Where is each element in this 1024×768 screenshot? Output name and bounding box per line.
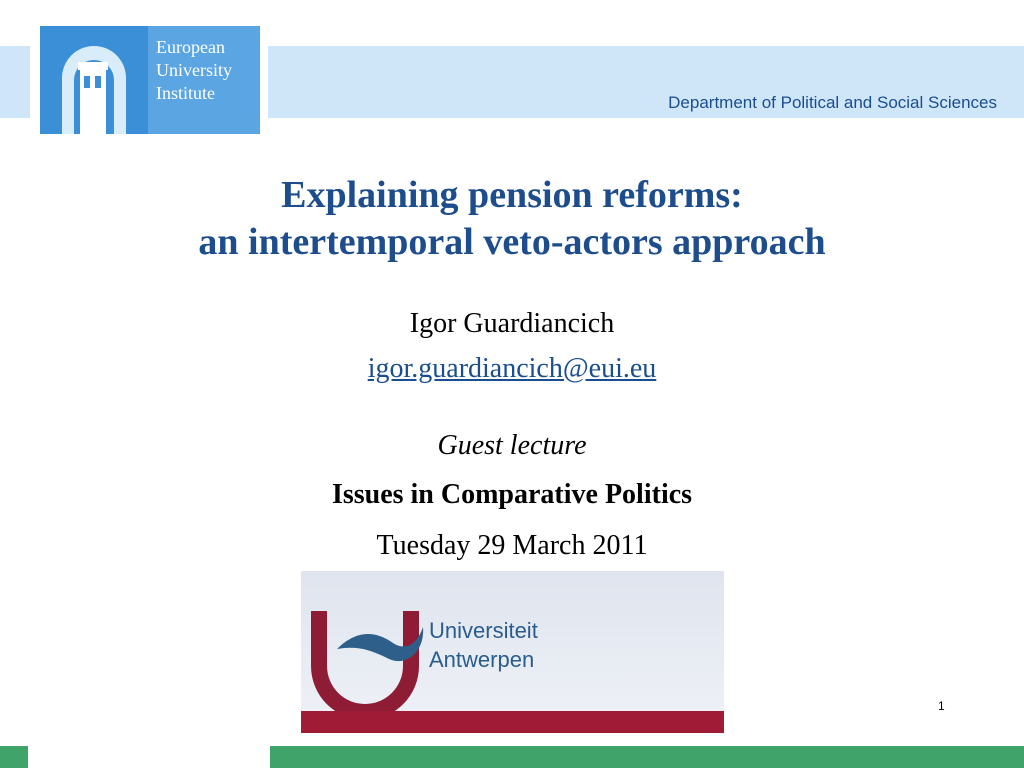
author-email-link[interactable]: igor.guardiancich@eui.eu [367,353,657,384]
event-date: Tuesday 29 March 2011 [376,530,648,561]
department-name: Department of Political and Social Sciences [668,93,997,112]
footer-band [0,746,1024,768]
eui-logo-line: Institute [156,83,215,103]
ua-name-line: Antwerpen [429,647,535,672]
course-name: Issues in Comparative Politics [331,479,693,510]
title-line-1: Explaining pension reforms: [281,174,743,216]
ua-name [429,616,538,674]
eui-tower-icon [40,26,148,134]
university-antwerpen-logo [301,571,724,733]
ua-name-line: Universiteit [429,618,538,643]
slide-title [0,172,1024,266]
ua-red-bar [301,711,724,733]
eui-logo-text [148,26,260,134]
eui-logo-line: European [156,37,225,57]
eui-logo-line: University [156,60,232,80]
title-line-2: an intertemporal veto-actors approach [198,221,826,263]
event-type: Guest lecture [437,430,587,461]
eui-logo [40,26,260,134]
slide-number: 1 [938,699,945,713]
footer-band-gap [28,746,270,768]
eui-emblem-icon [40,26,148,134]
author-name: Igor Guardiancich [409,308,615,339]
